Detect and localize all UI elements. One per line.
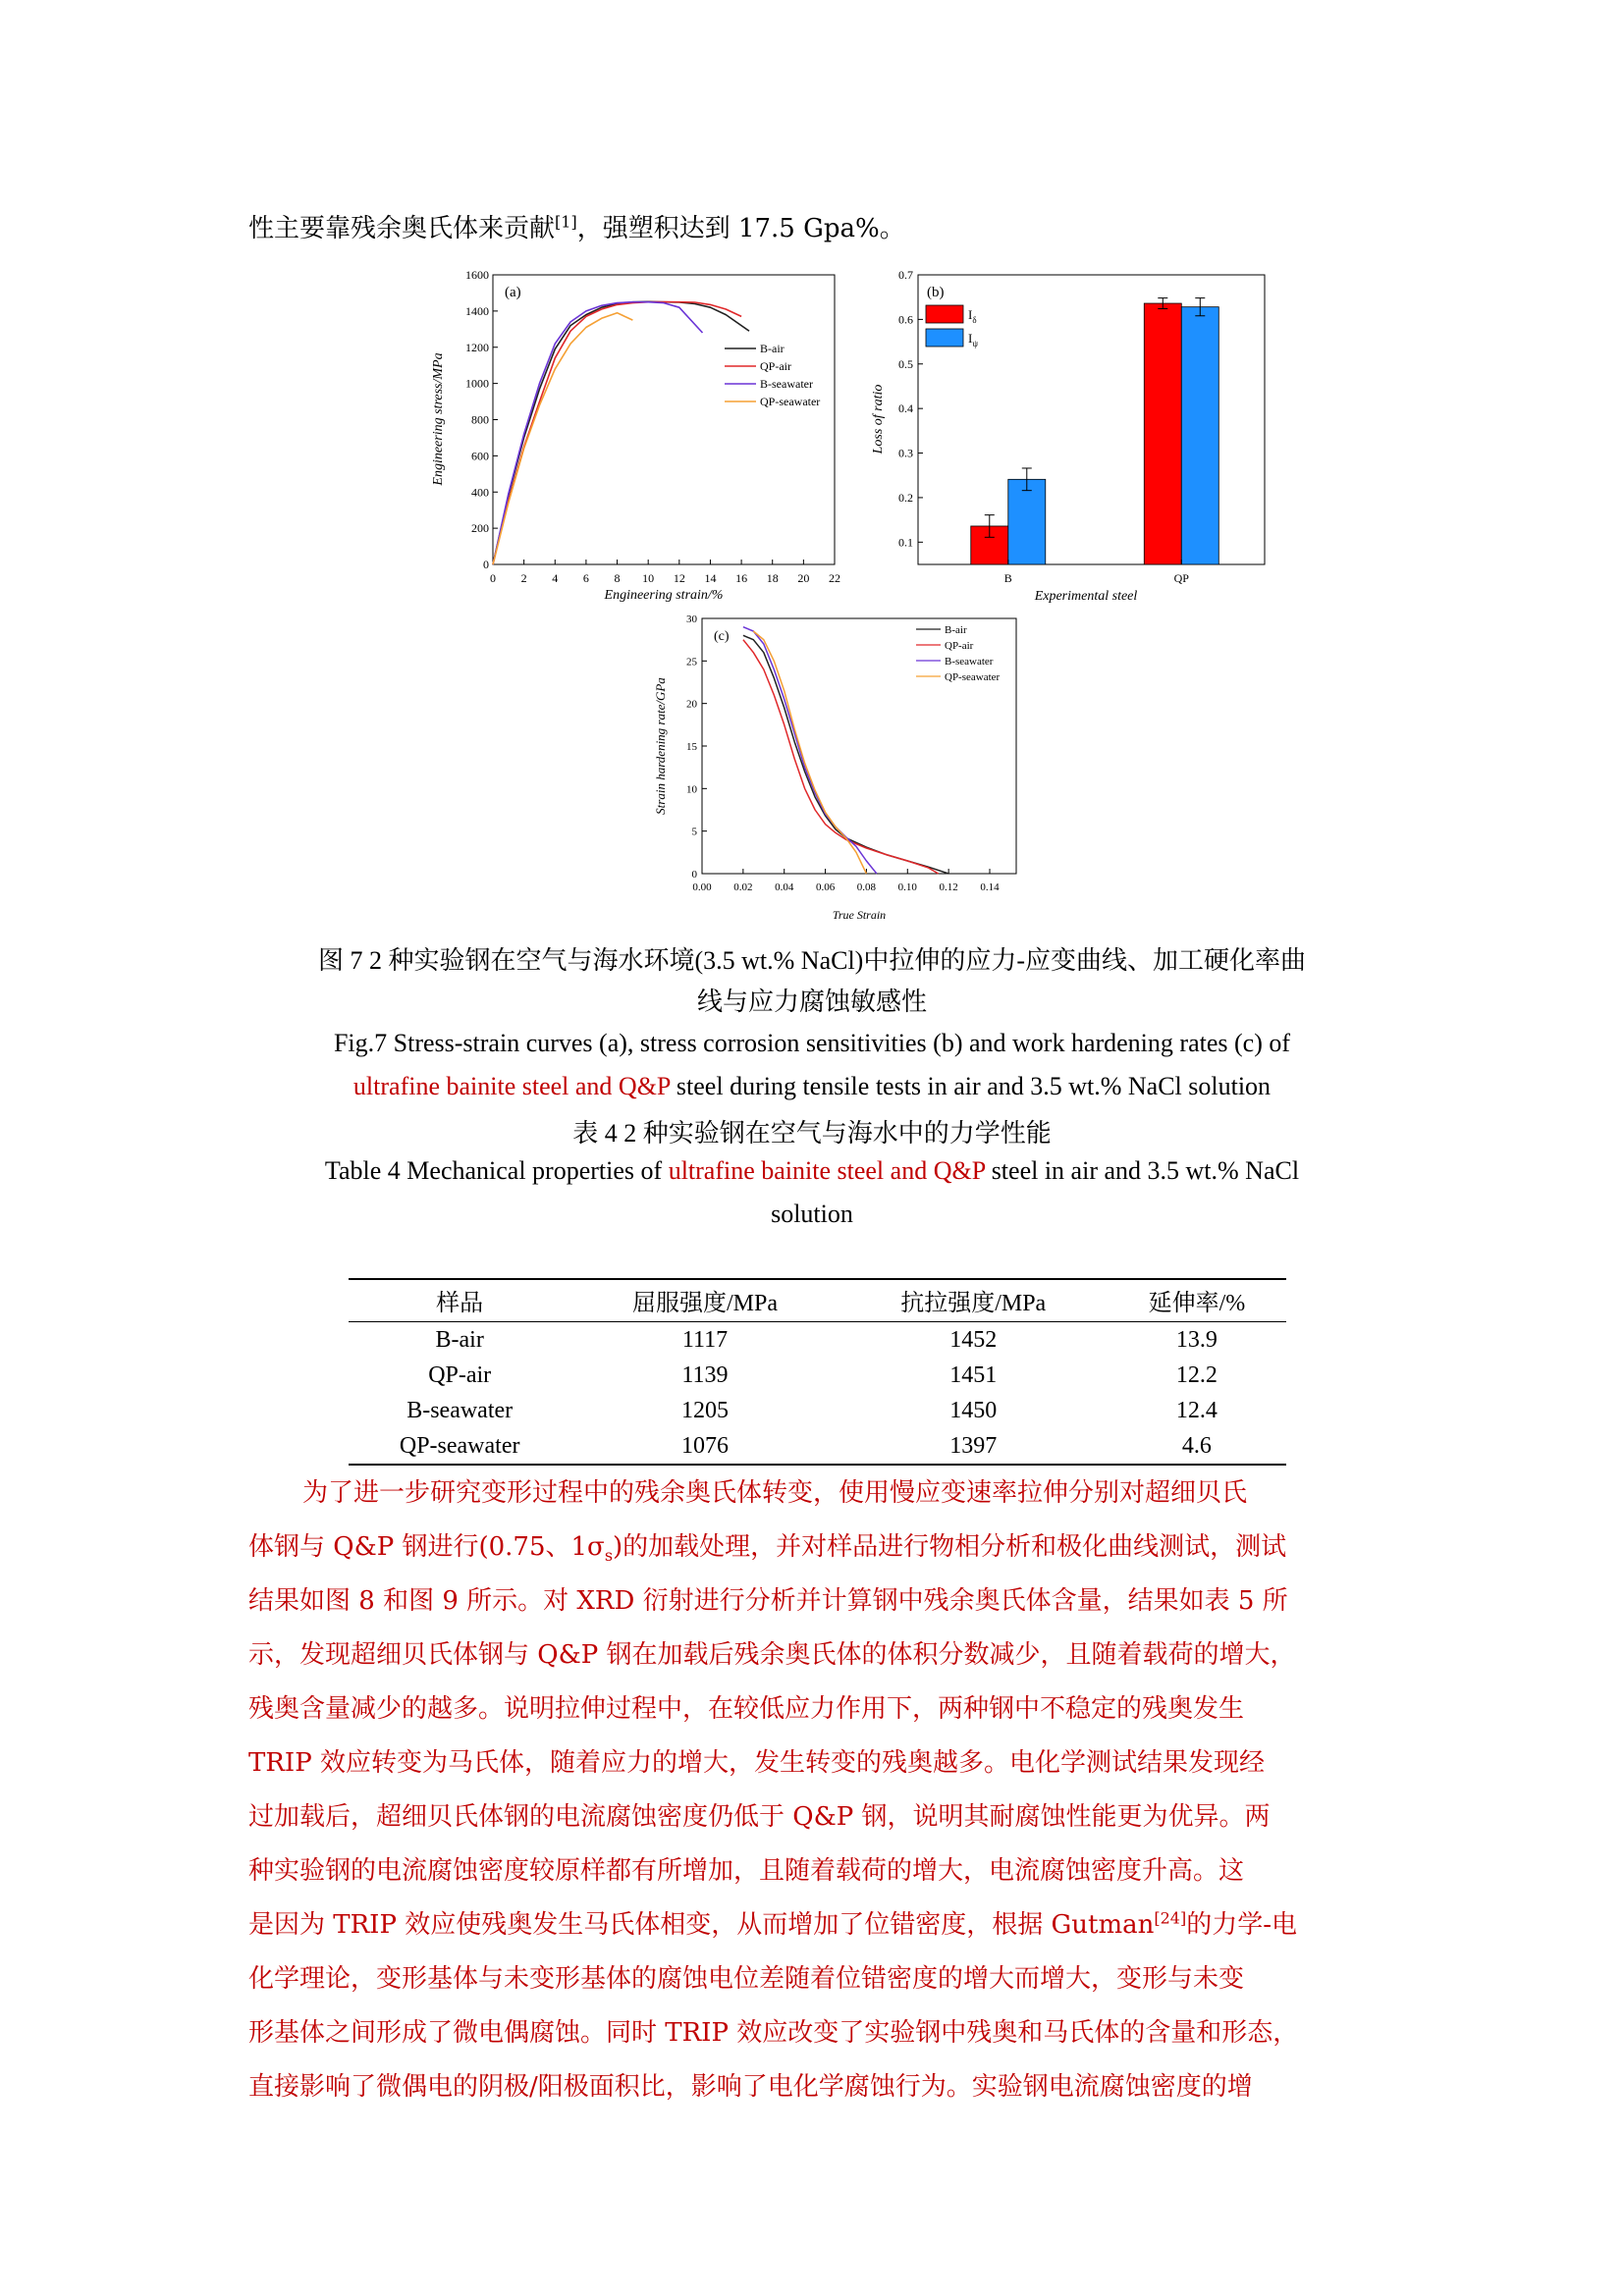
panel-c-ylabel: Strain hardening rate/GPa (653, 677, 668, 815)
paragraph-line-2-a: 体钢与 Q&P 钢进行(0.75、1σ (248, 1532, 605, 1562)
panel-b-y-tick-label: 0.5 (898, 356, 913, 371)
panel-c-y-tick-label: 5 (691, 826, 697, 838)
table-cell: 1450 (949, 1397, 998, 1423)
legend-c-qp-air: QP-air (945, 640, 974, 652)
panel-a-series-b-air (493, 301, 749, 564)
paragraph-line-11: 形基体之间形成了微电偶腐蚀。同时 TRIP 效应改变了实验钢中残奥和马氏体的含量和形态， (248, 2018, 1299, 2048)
panel-c-y-tick-label: 30 (686, 614, 697, 625)
panel-b-category-label: B (1003, 571, 1012, 585)
table-cell: 1451 (949, 1362, 998, 1388)
table-cell: 4.6 (1108, 1428, 1286, 1465)
paragraph-line-5: 残奥含量减少的越多。说明拉伸过程中，在较低应力作用下，两种钢中不稳定的残奥发生 (248, 1694, 1245, 1724)
panel-a-ylabel: Engineering stress/MPa (431, 352, 446, 486)
table-row (349, 1428, 1286, 1465)
panel-b-label: (b) (927, 285, 945, 300)
panel-b-ylabel: Loss of ratio (871, 384, 886, 454)
panel-a-y-tick-label: 1400 (465, 303, 489, 318)
table-cell: QP-seawater (349, 1428, 570, 1465)
table-header-tensile: 抗拉强度/MPa (839, 1279, 1108, 1322)
paragraph-line-8: 种实验钢的电流腐蚀密度较原样都有所增加，且随着载荷的增大，电流腐蚀密度升高。这 (248, 1856, 1245, 1886)
legend-i-delta: $I_\delta$ (968, 307, 977, 325)
table-caption-en-1-a: Table 4 Mechanical properties of (324, 1156, 669, 1185)
top-text-line (248, 208, 905, 244)
panel-b-y-tick-label: 0.3 (898, 446, 913, 460)
panel-a-y-tick-label: 0 (483, 558, 489, 571)
table-caption-en-1 (0, 1156, 1624, 1186)
table-row (349, 1322, 1286, 1359)
panel-b-xlabel: Experimental steel (1034, 589, 1138, 604)
panel-c-x-tick-label: 0.08 (856, 881, 877, 893)
legend-b-air: B-air (760, 342, 785, 355)
panel-a-x-tick-label: 22 (829, 571, 840, 585)
paragraph-line-10: 化学理论，变形基体与未变形基体的腐蚀电位差随着位错密度的增大而增大，变形与未变 (248, 1964, 1245, 1994)
panel-a-y-tick-label: 200 (471, 521, 489, 536)
panel-c-y-tick-label: 15 (686, 741, 697, 753)
paragraph-line-4: 示，发现超细贝氏体钢与 Q&P 钢在加载后残余奥氏体的体积分数减少，且随着载荷的增大， (248, 1640, 1296, 1670)
panel-b-y-tick-label: 0.2 (898, 490, 913, 505)
figure-caption-en-2 (0, 1072, 1624, 1101)
table-cell: 13.9 (1175, 1326, 1218, 1353)
panel-a-legend (725, 342, 820, 408)
panel-c-x-tick-label: 0.02 (733, 881, 753, 893)
table-cell: 1452 (949, 1326, 998, 1353)
panel-a-x-tick-label: 10 (642, 571, 655, 585)
panel-a-y-tick-label: 1000 (465, 376, 489, 391)
figure-panel-c (643, 609, 1056, 928)
paragraph-line-6: TRIP 效应转变为马氏体，随着应力的增大，发生转变的残奥越多。电化学测试结果发现经 (248, 1748, 1265, 1778)
sigma-subscript: s (604, 1546, 614, 1566)
reference-24: [24] (1154, 1908, 1187, 1928)
panel-b-bar-qp-0 (1144, 303, 1181, 564)
panel-a-x-tick-label: 8 (614, 571, 621, 585)
figure-panel-b (864, 265, 1276, 609)
mechanical-properties-table (349, 1278, 1286, 1466)
table-row (349, 1393, 1286, 1428)
table-caption-en-1-b: steel in air and 3.5 wt.% NaCl (985, 1156, 1300, 1185)
table-caption-en-1-red: ultrafine bainite steel and Q&P (668, 1156, 986, 1185)
panel-c-x-tick-label: 0.00 (692, 881, 712, 893)
table-header-row (349, 1279, 1286, 1322)
panel-a-y-tick-label: 600 (471, 449, 489, 463)
table-cell: B-air (435, 1326, 484, 1353)
panel-a-xlabel: Engineering strain/% (604, 588, 724, 603)
panel-a-x-tick-label: 0 (490, 571, 496, 585)
panel-a-x-tick-label: 14 (704, 571, 717, 585)
table-cell: 1139 (681, 1362, 729, 1388)
top-text-a: 性主要靠残余奥氏体来贡献 (248, 214, 556, 243)
panel-c-x-tick-label: 0.14 (980, 881, 1000, 893)
table-cell: 1076 (570, 1428, 839, 1465)
table-row (349, 1358, 1286, 1393)
legend-c-b-seawater: B-seawater (945, 656, 994, 667)
panel-c-xlabel: True Strain (832, 908, 887, 922)
panel-a-x-tick-label: 16 (735, 571, 748, 585)
panel-a-x-tick-label: 18 (766, 571, 779, 585)
panel-b-bar-qp-1 (1181, 307, 1218, 564)
table-caption-en-2: solution (771, 1200, 853, 1228)
top-text-b: ，强塑积达到 17.5 Gpa%。 (576, 214, 905, 243)
panel-b-y-tick-label: 0.6 (898, 312, 913, 327)
table-cell: B-seawater (406, 1397, 514, 1423)
panel-a-y-tick-label: 1600 (465, 268, 489, 282)
table-cell: 1397 (839, 1428, 1108, 1465)
panel-c-x-tick-label: 0.12 (939, 881, 958, 893)
panel-c-label: (c) (714, 629, 730, 644)
figure-caption-zh-2: 线与应力腐蚀敏感性 (696, 988, 927, 1016)
panel-a-x-tick-label: 20 (797, 571, 810, 585)
legend-i-psi: $I_\psi$ (968, 331, 978, 348)
panel-c-y-tick-label: 25 (686, 656, 697, 668)
figure-caption-en-1: Fig.7 Stress-strain curves (a), stress corrosion sensitivities (b) and work hardening rates (c) of (333, 1029, 1291, 1057)
legend-c-b-air: B-air (945, 624, 967, 636)
panel-a-y-tick-label: 1200 (465, 340, 489, 354)
reference-1: [1] (555, 212, 577, 232)
figure-caption-en-2-red: ultrafine bainite steel and Q&P (352, 1072, 671, 1100)
panel-a-x-tick-label: 6 (582, 571, 589, 585)
table-caption-zh: 表 4 2 种实验钢在空气与海水中的力学性能 (572, 1119, 1052, 1148)
legend-b-seawater: B-seawater (760, 377, 813, 391)
paragraph-line-2 (248, 1526, 1286, 1565)
panel-c-series-b-seawater (743, 627, 877, 874)
panel-a-x-tick-label: 2 (520, 571, 527, 585)
panel-a-y-tick-label: 400 (471, 485, 489, 500)
panel-b-category-label: QP (1173, 571, 1189, 585)
figure-caption-zh-1: 图 7 2 种实验钢在空气与海水环境(3.5 wt.% NaCl)中拉伸的应力-应变曲线、加工硬化率曲 (317, 946, 1306, 975)
panel-b-y-tick-label: 0.7 (898, 268, 913, 282)
panel-a-x-tick-label: 4 (552, 571, 559, 585)
panel-a-series-qp-seawater (493, 313, 632, 564)
legend-qp-air: QP-air (760, 359, 791, 373)
panel-a-y-tick-label: 800 (471, 412, 489, 427)
table-cell: 12.2 (1175, 1362, 1218, 1388)
table-cell: QP-air (428, 1362, 492, 1388)
paragraph-line-1: 为了进一步研究变形过程中的残余奥氏体转变，使用慢应变速率拉伸分别对超细贝氏 (302, 1478, 1248, 1508)
panel-c-legend (916, 624, 1001, 683)
legend-swatch-i-delta (926, 305, 963, 323)
panel-c-x-tick-label: 0.04 (775, 881, 794, 893)
table-cell: 1117 (681, 1326, 729, 1353)
panel-a-x-tick-label: 12 (673, 571, 685, 585)
panel-a-series-b-seawater (493, 302, 703, 564)
paragraph-line-3: 结果如图 8 和图 9 所示。对 XRD 衍射进行分析并计算钢中残余奥氏体含量，结果如表 5 所 (248, 1586, 1288, 1616)
panel-a-label: (a) (505, 285, 521, 300)
panel-b-bar-b-1 (1008, 479, 1046, 564)
table-header-yield: 屈服强度/MPa (570, 1279, 839, 1322)
panel-b-legend (926, 305, 978, 348)
panel-b-y-tick-label: 0.1 (898, 535, 913, 550)
panel-c-x-tick-label: 0.10 (897, 881, 917, 893)
table-cell: 12.4 (1175, 1397, 1218, 1423)
panel-c-y-tick-label: 0 (691, 869, 697, 881)
panel-b-y-tick-label: 0.4 (898, 401, 913, 416)
panel-c-y-tick-label: 10 (686, 783, 697, 796)
table-header-elongation: 延伸率/% (1108, 1279, 1286, 1322)
legend-c-qp-seawater: QP-seawater (945, 671, 1001, 683)
legend-swatch-i-psi (926, 329, 963, 347)
panel-c-x-tick-label: 0.06 (815, 881, 836, 893)
paragraph-line-9 (248, 1904, 1297, 1941)
paragraph-line-9-a: 是因为 TRIP 效应使残奥发生马氏体相变，从而增加了位错密度，根据 Gutman (248, 1910, 1155, 1940)
paragraph-line-2-b: )的加载处理，并对样品进行物相分析和极化曲线测试，测试 (613, 1532, 1287, 1562)
paragraph-line-7: 过加载后，超细贝氏体钢的电流腐蚀密度仍低于 Q&P 钢，说明其耐腐蚀性能更为优异。两 (248, 1802, 1271, 1832)
table-header-sample: 样品 (349, 1279, 570, 1322)
table-cell: 1205 (680, 1397, 729, 1423)
panel-a-frame (493, 275, 835, 564)
legend-qp-seawater: QP-seawater (760, 395, 821, 408)
paragraph-line-9-b: 的力学-电 (1186, 1910, 1297, 1940)
figure-panel-a (422, 265, 854, 609)
paragraph-line-12: 直接影响了微偶电的阴极/阳极面积比，影响了电化学腐蚀行为。实验钢电流腐蚀密度的增 (248, 2072, 1253, 2102)
panel-c-y-tick-label: 20 (686, 698, 697, 711)
figure-caption-en-2-rest: steel during tensile tests in air and 3.5 wt.% NaCl solution (670, 1072, 1272, 1100)
